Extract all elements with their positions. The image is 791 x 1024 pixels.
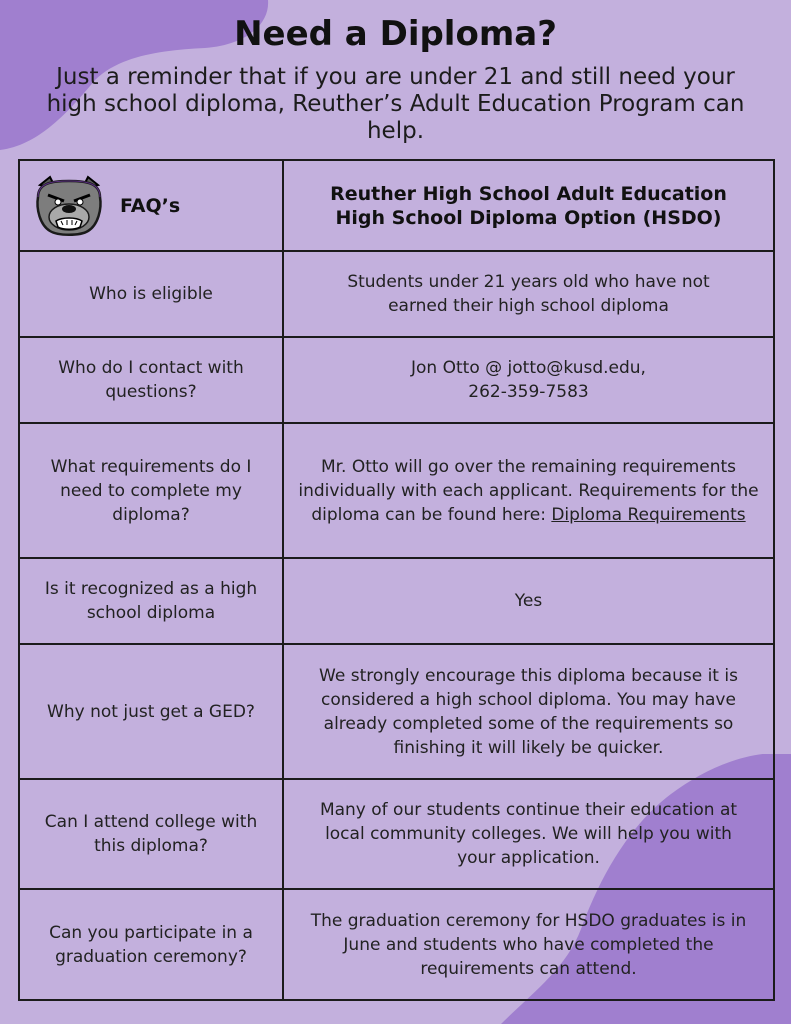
page-subtitle: Just a reminder that if you are under 21 and still need your high school diploma, Reuther’s Adult Education Program can help. — [46, 64, 745, 144]
faq-header-label: FAQ’s — [120, 194, 181, 217]
question-cell: Can I attend college with this diploma? — [19, 779, 283, 889]
answer-cell — [283, 337, 774, 423]
table-row — [19, 779, 774, 889]
question-cell: What requirements do I need to complete my diploma? — [19, 423, 283, 558]
question-cell: Who is eligible — [19, 251, 283, 337]
program-header-line1: Reuther High School Adult Education — [330, 182, 727, 205]
diploma-requirements-link[interactable]: Diploma Requirements — [551, 504, 746, 525]
table-row — [19, 889, 774, 1000]
question-cell: Why not just get a GED? — [19, 644, 283, 779]
contact-phone: 262-359-7583 — [468, 382, 589, 402]
answer-text: Mr. Otto will go over the remaining requirements individually with each applicant. Requirements for the diploma can be found here: — [298, 456, 759, 525]
table-row — [19, 423, 774, 558]
faq-table — [18, 159, 775, 1001]
answer-cell: We strongly encourage this diploma because it is considered a high school diploma. You may have already completed some of the requirements so finishing it will likely be quicker. — [283, 644, 774, 779]
program-header-cell — [283, 160, 774, 251]
table-row — [19, 644, 774, 779]
answer-cell: The graduation ceremony for HSDO graduates is in June and students who have completed the requirements can attend. — [283, 889, 774, 1000]
program-header-line2: High School Diploma Option (HSDO) — [335, 206, 722, 229]
bulldog-mascot-icon — [32, 175, 106, 237]
table-row — [19, 251, 774, 337]
answer-cell: Many of our students continue their education at local community colleges. We will help you with your application. — [283, 779, 774, 889]
contact-line: Jon Otto @ jotto@kusd.edu, — [411, 358, 646, 378]
table-row — [19, 558, 774, 644]
table-row — [19, 337, 774, 423]
answer-cell — [283, 423, 774, 558]
answer-cell: Students under 21 years old who have not earned their high school diploma — [283, 251, 774, 337]
answer-cell: Yes — [283, 558, 774, 644]
page-title: Need a Diploma? — [234, 14, 557, 54]
table-header-row — [19, 160, 774, 251]
question-cell: Is it recognized as a high school diploma — [19, 558, 283, 644]
question-cell: Who do I contact with questions? — [19, 337, 283, 423]
question-cell: Can you participate in a graduation ceremony? — [19, 889, 283, 1000]
faq-header-cell — [19, 160, 283, 251]
